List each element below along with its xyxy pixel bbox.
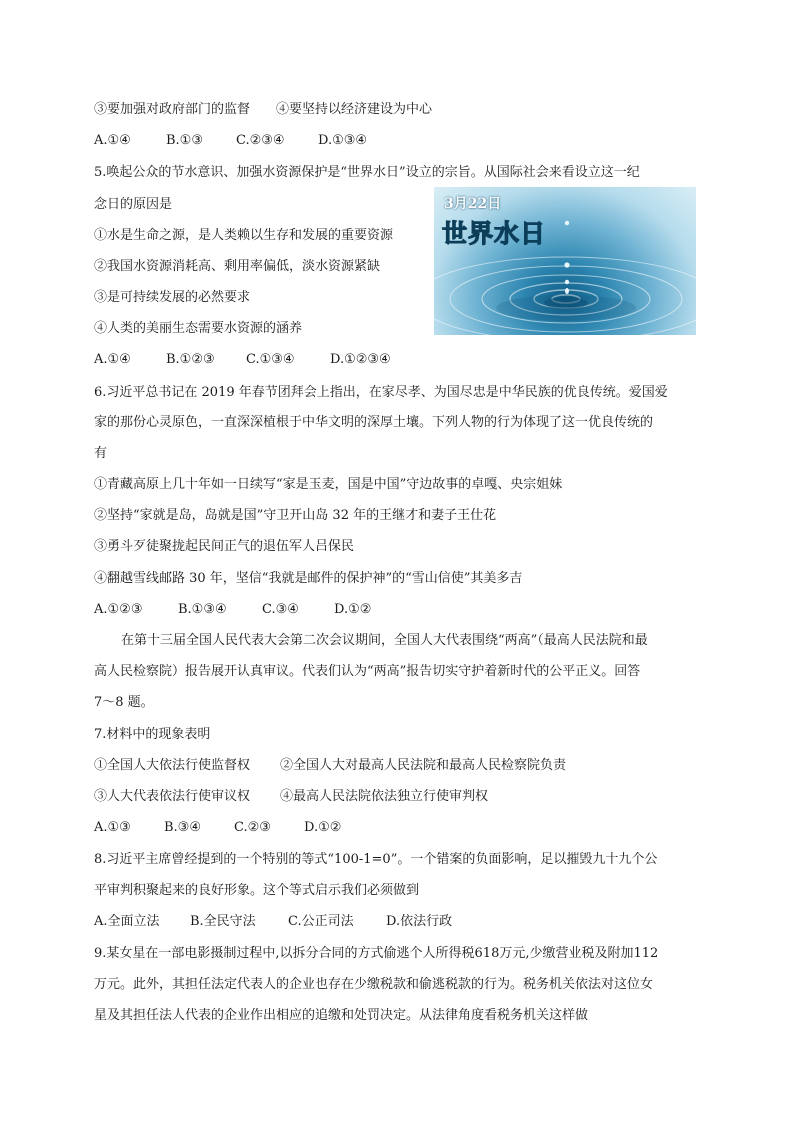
q6-answer-d: D.①② <box>334 602 372 617</box>
q6-stem-line3: 有 <box>94 446 108 461</box>
world-water-day-date: 3月22日 <box>444 196 502 212</box>
q5-answer-options <box>94 350 391 370</box>
q9-stem-line1: 9.某女星在一部电影摄制过程中,以拆分合同的方式偷逃个人所得税618万元,少缴营业税及附加112 <box>94 946 659 961</box>
q7-items-row2 <box>94 787 488 807</box>
material-line1: 在第十三届全国人民代表大会第二次会议期间，全国人大代表围绕“两高”（最高人民法院和最 <box>121 633 648 648</box>
q7-answer-d: D.①② <box>304 820 342 835</box>
q9-stem-line3: 星及其担任法人代表的企业作出相应的追缴和处罚决定。从法律角度看税务机关这样做 <box>94 1008 589 1023</box>
material-line2: 高人民检察院）报告展开认真审议。代表们认为“两高”报告切实守护着新时代的公平正义。回答 <box>94 664 641 679</box>
q8-answer-b: B.全民守法 <box>190 914 256 929</box>
q7-answer-options <box>94 818 341 838</box>
q7-stem: 7.材料中的现象表明 <box>94 727 211 742</box>
q5-item-1: ①水是生命之源，是人类赖以生存和发展的重要资源 <box>94 228 394 243</box>
q5-stem-line2: 念日的原因是 <box>94 197 173 212</box>
q6-answer-b: B.①③④ <box>178 602 227 617</box>
q6-item-4: ④翻越雪线邮路 30 年，坚信“我就是邮件的保护神”的“雪山信使”其美多吉 <box>94 571 523 586</box>
q7-item-2: ②全国人大对最高人民法院和最高人民检察院负责 <box>280 758 567 773</box>
prev-options-line: ③要加强对政府部门的监督 ④要坚持以经济建设为中心 <box>94 102 433 117</box>
q6-item-3: ③勇斗歹徒聚拢起民间正气的退伍军人吕保民 <box>94 539 355 554</box>
q6-stem-line1: 6.习近平总书记在 2019 年春节团拜会上指出，在家尽孝、为国尽忠是中华民族的优良传统。爱国爱 <box>94 385 668 400</box>
q7-item-3: ③人大代表依法行使审议权 <box>94 789 251 804</box>
q8-stem-line2: 平审判积聚起来的良好形象。这个等式启示我们必须做到 <box>94 883 420 898</box>
q6-item-2: ②坚持“家就是岛，岛就是国”守卫开山岛 32 年的王继才和妻子王仕花 <box>94 508 497 523</box>
q6-answer-a: A.①②③ <box>94 602 143 617</box>
q5-item-2: ②我国水资源消耗高、剩用率偏低，淡水资源紧缺 <box>94 259 381 274</box>
q8-answer-d: D.依法行政 <box>386 914 453 929</box>
q6-stem-line2: 家的那份心灵原色，一直深深植根于中华文明的深厚土壤。下列人物的行为体现了这一优良传统的 <box>94 415 654 430</box>
q7-item-4: ④最高人民法院依法独立行使审判权 <box>280 789 489 804</box>
q8-stem-line1: 8.习近平主席曾经提到的一个特别的等式“100-1=0”。一个错案的负面影响，足以摧毁九十九个公 <box>94 852 658 867</box>
prev-answer-a: A.①④ <box>94 133 131 148</box>
q5-item-4: ④人类的美丽生态需要水资源的涵养 <box>94 321 303 336</box>
prev-answer-options <box>94 131 367 151</box>
prev-answer-b: B.①③ <box>166 133 203 148</box>
q5-item-3: ③是可持续发展的必然要求 <box>94 290 251 305</box>
q5-answer-c: C.①③④ <box>246 352 295 367</box>
q5-answer-b: B.①②③ <box>166 352 215 367</box>
q8-answer-a: A.全面立法 <box>94 914 160 929</box>
world-water-day-title: 世界水日 <box>442 219 547 248</box>
q8-answer-options <box>94 912 452 932</box>
q7-item-1: ①全国人大依法行使监督权 <box>94 758 251 773</box>
material-line3: 7～8 题。 <box>94 695 154 710</box>
q5-answer-a: A.①④ <box>94 352 131 367</box>
q5-stem-line1: 5.唤起公众的节水意识、加强水资源保护是“世界水日”设立的宗旨。从国际社会来看设立这一纪 <box>94 165 640 180</box>
q7-answer-c: C.②③ <box>234 820 271 835</box>
prev-answer-d: D.①③④ <box>318 133 368 148</box>
prev-answer-c: C.②③④ <box>236 133 285 148</box>
q5-answer-d: D.①②③④ <box>330 352 391 367</box>
q6-item-1: ①青藏高原上几十年如一日续写“家是玉麦，国是中国”守边故事的卓嘎、央宗姐妹 <box>94 477 563 492</box>
q7-answer-a: A.①③ <box>94 820 131 835</box>
q7-answer-b: B.③④ <box>164 820 201 835</box>
q8-answer-c: C.公正司法 <box>288 914 354 929</box>
q6-answer-options <box>94 600 371 620</box>
q7-items-row1 <box>94 756 566 776</box>
q9-stem-line2: 万元。此外，其担任法定代表人的企业也存在少缴税款和偷逃税款的行为。税务机关依法对这位女 <box>94 977 654 992</box>
world-water-day-image <box>434 187 696 335</box>
q6-answer-c: C.③④ <box>262 602 299 617</box>
